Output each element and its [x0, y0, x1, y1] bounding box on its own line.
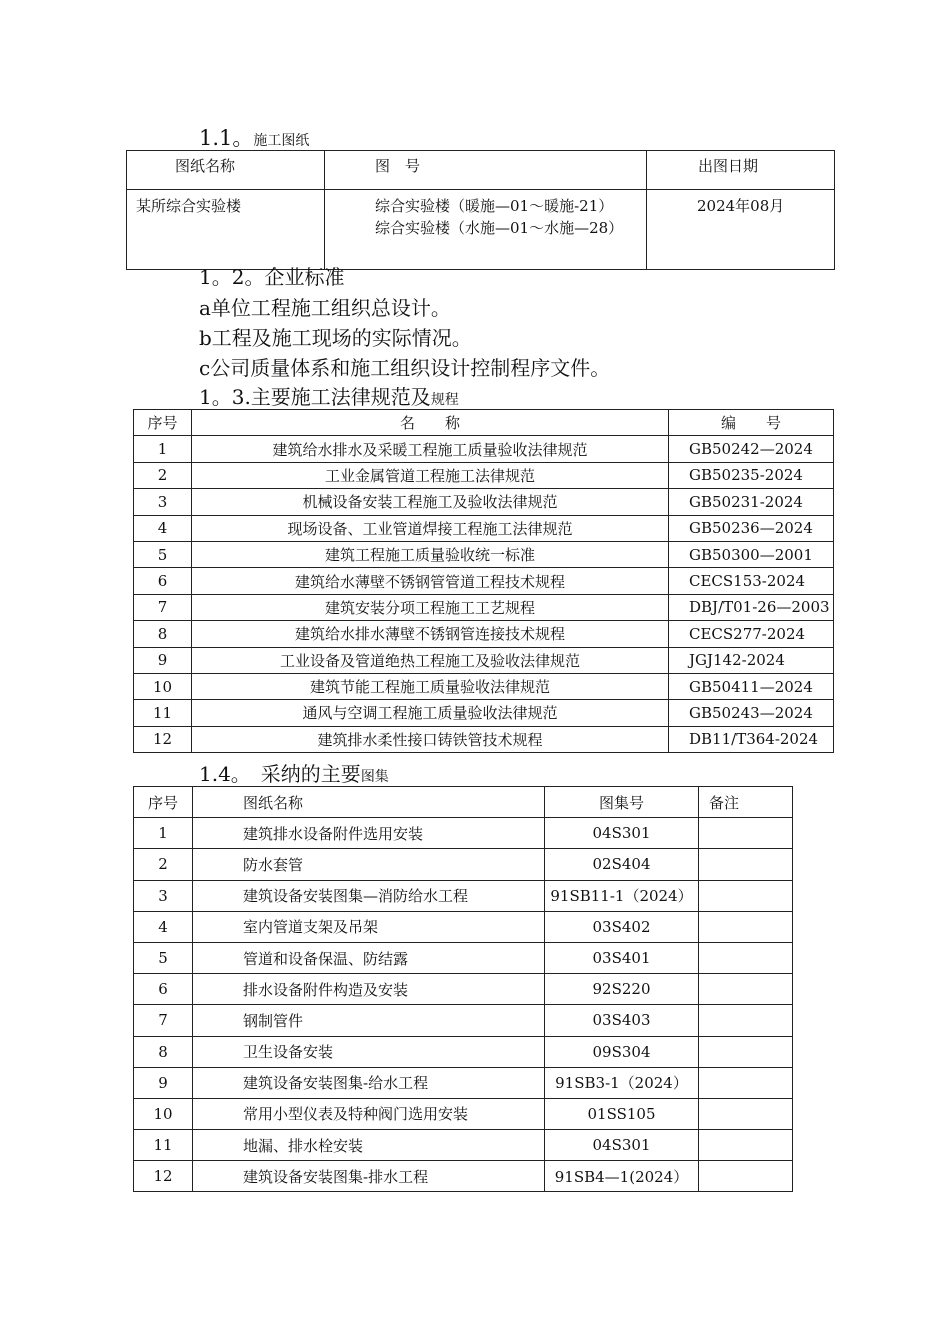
row-index: 2 — [134, 849, 193, 880]
remark — [699, 1161, 793, 1192]
row-index: 3 — [134, 880, 193, 911]
drawing-name: 地漏、排水栓安装 — [193, 1130, 545, 1161]
column-header: 序号 — [134, 410, 192, 436]
row-index: 1 — [134, 436, 192, 462]
row-index: 7 — [134, 594, 192, 620]
table-row — [134, 673, 834, 699]
atlas-number: 03S401 — [545, 942, 699, 973]
row-index: 4 — [134, 911, 193, 942]
table-row — [134, 1130, 793, 1161]
standard-name: 建筑给水薄壁不锈钢管管道工程技术规程 — [192, 568, 669, 594]
row-index: 12 — [134, 726, 192, 752]
standard-name: 机械设备安装工程施工及验收法律规范 — [192, 489, 669, 515]
drawing-name: 某所综合实验楼 — [127, 190, 325, 270]
drawing-name: 常用小型仪表及特种阀门选用安装 — [193, 1098, 545, 1129]
section-1-3-heading — [199, 387, 459, 407]
drawing-number: 综合实验楼（水施—01～水施—28） — [375, 219, 624, 237]
section-1-2-heading: 1。2。企业标准 — [199, 265, 345, 289]
table-row — [134, 515, 834, 541]
list-item: a单位工程施工组织总设计。 — [199, 296, 451, 320]
atlas-number: 03S402 — [545, 911, 699, 942]
column-header: 名 称 — [192, 410, 669, 436]
atlas-number: 91SB3-1（2024） — [545, 1067, 699, 1098]
row-index: 5 — [134, 541, 192, 567]
atlas-number: 09S304 — [545, 1036, 699, 1067]
column-header: 图集号 — [545, 787, 699, 818]
drawing-numbers — [325, 190, 647, 270]
table-row — [134, 621, 834, 647]
atlas-number: 92S220 — [545, 974, 699, 1005]
row-index: 10 — [134, 673, 192, 699]
table-row — [134, 1098, 793, 1129]
row-index: 11 — [134, 1130, 193, 1161]
standard-name: 建筑工程施工质量验收统一标准 — [192, 541, 669, 567]
standard-code: JGJ142-2024 — [669, 647, 834, 673]
row-index: 9 — [134, 647, 192, 673]
atlas-number: 01SS105 — [545, 1098, 699, 1129]
table-row — [134, 594, 834, 620]
table-row — [134, 974, 793, 1005]
remark — [699, 1098, 793, 1129]
remark — [699, 1036, 793, 1067]
table-row — [134, 1067, 793, 1098]
row-index: 1 — [134, 818, 193, 849]
standards-table — [133, 409, 834, 753]
column-header: 图纸名称 — [193, 787, 545, 818]
atlas-number: 04S301 — [545, 818, 699, 849]
atlas-number: 91SB11-1（2024） — [545, 880, 699, 911]
list-item: c公司质量体系和施工组织设计控制程序文件。 — [199, 356, 611, 380]
drawing-name: 建筑设备安装图集-给水工程 — [193, 1067, 545, 1098]
section-title-suffix: 图集 — [360, 769, 389, 785]
table-row — [134, 1036, 793, 1067]
table-row — [134, 880, 793, 911]
standard-name: 通风与空调工程施工质量验收法律规范 — [192, 700, 669, 726]
standard-name: 工业设备及管道绝热工程施工及验收法律规范 — [192, 647, 669, 673]
table-header-row — [134, 410, 834, 436]
standard-name: 建筑给水排水及采暖工程施工质量验收法律规范 — [192, 436, 669, 462]
row-index: 7 — [134, 1005, 193, 1036]
row-index: 8 — [134, 621, 192, 647]
table-row — [134, 436, 834, 462]
remark — [699, 974, 793, 1005]
table-row — [134, 1005, 793, 1036]
standard-code: GB50411—2024 — [669, 673, 834, 699]
table-row — [134, 911, 793, 942]
standard-code: GB50231-2024 — [669, 489, 834, 515]
standard-name: 工业金属管道工程施工法律规范 — [192, 462, 669, 488]
drawing-name: 卫生设备安装 — [193, 1036, 545, 1067]
drawing-name: 建筑排水设备附件选用安装 — [193, 818, 545, 849]
standard-code: GB50236—2024 — [669, 515, 834, 541]
table-row — [127, 190, 835, 270]
section-title: 1.4。 采纳的主要 — [199, 762, 361, 786]
drawing-name: 室内管道支架及吊架 — [193, 911, 545, 942]
table-row — [134, 541, 834, 567]
section-number: 1.1。 — [199, 126, 254, 150]
standard-name: 现场设备、工业管道焊接工程施工法律规范 — [192, 515, 669, 541]
remark — [699, 818, 793, 849]
atlas-number: 02S404 — [545, 849, 699, 880]
column-header: 编 号 — [669, 410, 834, 436]
table-row — [134, 942, 793, 973]
row-index: 10 — [134, 1098, 193, 1129]
table-row — [134, 462, 834, 488]
table-row — [134, 568, 834, 594]
standard-code: CECS277-2024 — [669, 621, 834, 647]
standard-name: 建筑给水排水薄壁不锈钢管连接技术规程 — [192, 621, 669, 647]
section-title: 施工图纸 — [253, 133, 310, 149]
section-title-suffix: 规程 — [430, 392, 459, 408]
drawings-table — [126, 150, 835, 270]
drawing-name: 建筑设备安装图集—消防给水工程 — [193, 880, 545, 911]
drawing-name: 排水设备附件构造及安装 — [193, 974, 545, 1005]
row-index: 4 — [134, 515, 192, 541]
atlas-number: 91SB4—1(2024） — [545, 1161, 699, 1192]
section-1-4-heading — [199, 764, 389, 784]
remark — [699, 1067, 793, 1098]
table-row — [134, 726, 834, 752]
column-header: 图 号 — [325, 151, 647, 190]
column-header: 图纸名称 — [127, 151, 325, 190]
table-row — [134, 700, 834, 726]
table-header-row — [127, 151, 835, 190]
table-row — [134, 489, 834, 515]
remark — [699, 849, 793, 880]
row-index: 6 — [134, 974, 193, 1005]
list-item: b工程及施工现场的实际情况。 — [199, 326, 472, 350]
section-title: 1。3.主要施工法律规范及 — [199, 385, 431, 409]
row-index: 2 — [134, 462, 192, 488]
standard-name: 建筑排水柔性接口铸铁管技术规程 — [192, 726, 669, 752]
atlas-number: 03S403 — [545, 1005, 699, 1036]
standard-code: DBJ/T01-26—2003 — [669, 594, 834, 620]
standard-code: CECS153-2024 — [669, 568, 834, 594]
drawing-name: 管道和设备保温、防结露 — [193, 942, 545, 973]
standard-code: GB50242—2024 — [669, 436, 834, 462]
row-index: 11 — [134, 700, 192, 726]
standard-code: DB11/T364-2024 — [669, 726, 834, 752]
drawing-name: 建筑设备安装图集-排水工程 — [193, 1161, 545, 1192]
atlas-table — [133, 786, 793, 1192]
remark — [699, 880, 793, 911]
row-index: 12 — [134, 1161, 193, 1192]
table-row — [134, 1161, 793, 1192]
standard-name: 建筑安装分项工程施工工艺规程 — [192, 594, 669, 620]
standard-code: GB50300—2001 — [669, 541, 834, 567]
drawing-number: 综合实验楼（暖施—01～暖施-21） — [375, 197, 614, 215]
remark — [699, 942, 793, 973]
row-index: 5 — [134, 942, 193, 973]
column-header: 出图日期 — [647, 151, 835, 190]
table-row — [134, 818, 793, 849]
table-row — [134, 647, 834, 673]
standard-code: GB50235-2024 — [669, 462, 834, 488]
remark — [699, 911, 793, 942]
column-header: 备注 — [699, 787, 793, 818]
standard-code: GB50243—2024 — [669, 700, 834, 726]
section-1-1-heading — [199, 128, 309, 149]
standard-name: 建筑节能工程施工质量验收法律规范 — [192, 673, 669, 699]
table-header-row — [134, 787, 793, 818]
column-header: 序号 — [134, 787, 193, 818]
table-row — [134, 849, 793, 880]
drawing-name: 钢制管件 — [193, 1005, 545, 1036]
row-index: 9 — [134, 1067, 193, 1098]
row-index: 3 — [134, 489, 192, 515]
remark — [699, 1130, 793, 1161]
drawing-date: 2024年08月 — [647, 190, 835, 270]
drawing-name: 防水套管 — [193, 849, 545, 880]
row-index: 6 — [134, 568, 192, 594]
remark — [699, 1005, 793, 1036]
atlas-number: 04S301 — [545, 1130, 699, 1161]
row-index: 8 — [134, 1036, 193, 1067]
